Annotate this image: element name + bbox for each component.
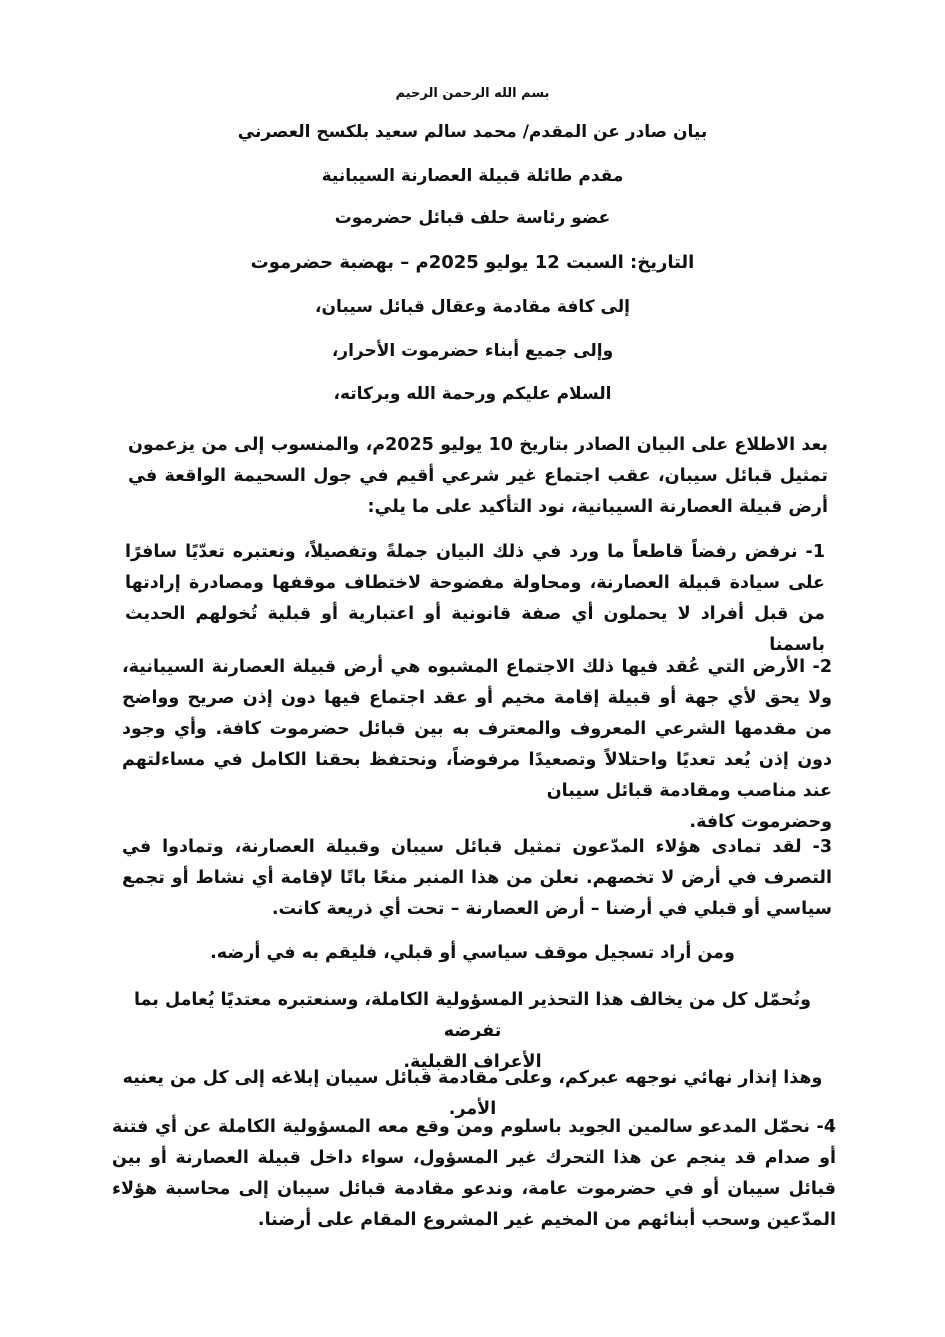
warning-line-1: ونُحمّل كل من يخالف هذا التحذير المسؤولية الكاملة، وسنعتبره معتديًا يُعامل بما تفرضه <box>133 990 812 1041</box>
point-2-ending: وحضرموت كافة. <box>689 812 832 832</box>
point-2-paragraph <box>122 652 832 838</box>
point-3-paragraph: 3- لقد تمادى هؤلاء المدّعون تمثيل قبائل سيبان وقبيلة العصارنة، وتمادوا في التصرف في أرض لا تخصهم. نعلن من هذا المنبر منعًا باتًا لإقامة أي نشاط أو تجمع سياسي أو قبلي في أرضنا – أرض العصارنة – تحت أي ذريعة كانت. <box>122 837 832 919</box>
final-warning-line: وهذا إنذار نهائي نوجهه عبركم، وعلى مقادمة قبائل سيبان إبلاغه إلى كل من يعنيه الأمر. <box>122 1068 823 1119</box>
point-4-paragraph: 4- نحمّل المدعو سالمين الجويد باسلوم ومن وقع معه المسؤولية الكاملة عن أي فتنة أو صدام قد ينجم عن هذا التحرك غير المسؤول، سواء داخل قبيلة العصارنة أو بين قبائل سيبان أو في حضرموت عامة، وندعو مقادمة قبائل سيبان إلى محاسبة هؤلاء المدّعين وسحب أبنائهم من المخيم غير المشروع المقام على أرضنا. <box>112 1117 836 1230</box>
greeting-line: السلام عليكم ورحمة الله وبركاته، <box>333 384 612 404</box>
date-line: التاريخ: السبت 12 يوليو 2025م – بهضبة حضرموت <box>250 252 695 273</box>
addressee-line-1: إلى كافة مقادمة وعقال قبائل سيبان، <box>315 297 630 317</box>
issuer-line: بيان صادر عن المقدم/ محمد سالم سعيد بلكسح العصرني <box>237 122 708 142</box>
intro-paragraph: بعد الاطلاع على البيان الصادر بتاريخ 10 يوليو 2025م، والمنسوب إلى من يزعمون تمثيل قبائل سيبان، عقب اجتماع غير شرعي أقيم في جول السحيمة الواقعة في أرض قبيلة العصارنة السيبانية، نود التأكيد على ما يلي: <box>128 435 828 517</box>
role-line-1: مقدم طائلة قبيلة العصارنة السيبانية <box>321 166 624 186</box>
point-2-text: 2- الأرض التي عُقد فيها ذلك الاجتماع المشبوه هي أرض قبيلة العصارنة السيبانية، ولا يحق لأي جهة أو قبيلة إقامة مخيم أو عقد اجتماع فيها دون إذن صريح وواضح من مقدمها الشرعي المعروف والمعترف به بين قبائل حضرموت كافة. وأي وجود دون إذن يُعد تعديًا واحتلالاً وتصعيدًا مرفوضاً، ونحتفظ بحقنا الكامل في مساءلتهم عند مناصب ومقادمة قبائل سيبان <box>122 657 832 801</box>
point-1-paragraph: 1- نرفض رفضاً قاطعاً ما ورد في ذلك البيان جملةً وتفصيلاً، ونعتبره تعدّيًا سافرًا على سيادة قبيلة العصارنة، ومحاولة مفضوحة لاختطاف موقفها ومصادرة إرادتها من قبل أفراد لا يحملون أي صفة قانونية أو اعتبارية أو قبلية تُخولهم الحديث باسمنا <box>125 542 825 655</box>
role-line-2: عضو رئاسة حلف قبائل حضرموت <box>334 208 611 228</box>
basmala: بسم الله الرحمن الرحيم <box>395 86 550 101</box>
addressee-line-2: وإلى جميع أبناء حضرموت الأحرار، <box>331 341 614 361</box>
political-stance-line: ومن أراد تسجيل موقف سياسي أو قبلي، فليقم به في أرضه. <box>210 943 735 963</box>
warning-line-2: الأعراف القبلية. <box>403 1052 542 1072</box>
